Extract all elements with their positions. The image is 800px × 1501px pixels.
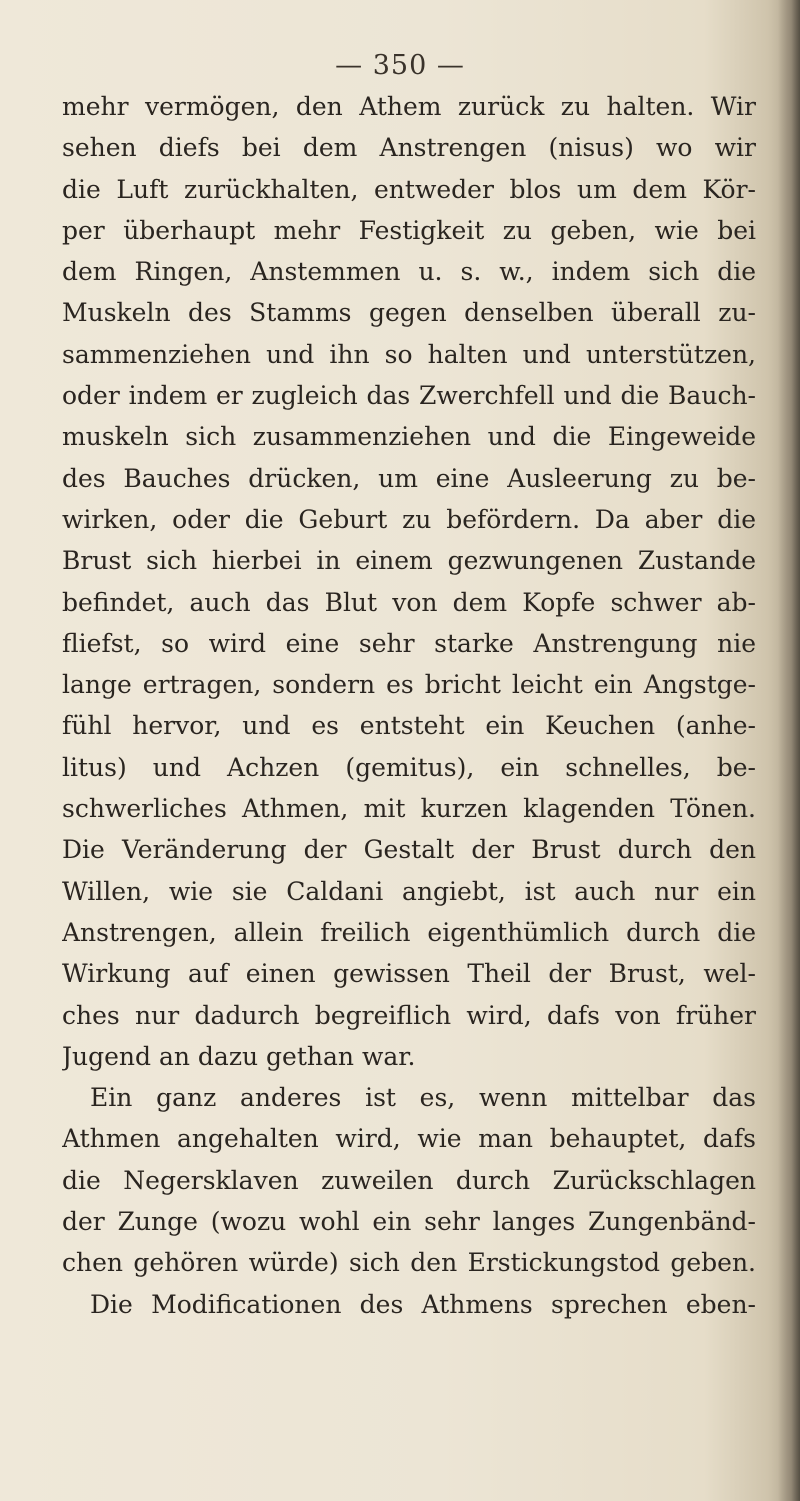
text-line-21: Anstrengen, allein freilich eigenthümlich durch die — [62, 917, 756, 947]
text-line-12: Brust sich hierbei in einem gezwungenen Zustande — [62, 546, 756, 576]
text-line-2: sehen diefs bei dem Anstrengen (nisus) wo wir — [62, 133, 756, 163]
text-line-7: sammenziehen und ihn so halten und unterstützen, — [62, 339, 756, 369]
text-line-8: oder indem er zugleich das Zwerchfell und die Bauch- — [62, 381, 756, 411]
text-line-1: mehr vermögen, den Athem zurück zu halten. Wir — [62, 92, 756, 121]
text-line-14: fliefst, so wird eine sehr starke Anstrengung nie — [62, 628, 756, 658]
text-line-24: Jugend an dazu gethan war. — [62, 1041, 416, 1071]
body-text — [62, 86, 756, 1325]
text-line-9: muskeln sich zusammenziehen und die Eingeweide — [62, 422, 756, 452]
text-line-27: die Negersklaven zuweilen durch Zurückschlagen — [62, 1165, 756, 1195]
text-line-6: Muskeln des Stamms gegen denselben überall zu- — [62, 298, 756, 328]
text-line-30: Die Modificationen des Athmens sprechen eben- — [90, 1289, 756, 1319]
text-line-19: Die Veränderung der Gestalt der Brust durch den — [62, 835, 756, 865]
text-line-26: Athmen angehalten wird, wie man behauptet, dafs — [62, 1124, 756, 1154]
page-edge-shadow — [778, 0, 800, 1501]
text-line-20: Willen, wie sie Caldani angiebt, ist auch nur ein — [62, 876, 756, 906]
text-line-18: schwerliches Athmen, mit kurzen klagenden Tönen. — [62, 794, 756, 824]
text-line-23: ches nur dadurch begreiflich wird, dafs von früher — [62, 1000, 756, 1030]
text-line-16: fühl hervor, und es entsteht ein Keuchen (anhe- — [62, 711, 756, 741]
text-line-15: lange ertragen, sondern es bricht leicht ein Angstge- — [62, 670, 756, 700]
text-line-4: per überhaupt mehr Festigkeit zu geben, wie bei — [62, 215, 756, 245]
page-number: — 350 — — [335, 50, 465, 81]
text-line-11: wirken, oder die Geburt zu befördern. Da aber die — [62, 504, 756, 534]
text-line-22: Wirkung auf einen gewissen Theil der Brust, wel- — [62, 959, 756, 989]
text-line-5: dem Ringen, Anstemmen u. s. w., indem sich die — [62, 257, 756, 287]
text-line-10: des Bauches drücken, um eine Ausleerung zu be- — [62, 463, 756, 493]
text-line-13: befindet, auch das Blut von dem Kopfe schwer ab- — [62, 587, 756, 617]
text-line-25: Ein ganz anderes ist es, wenn mittelbar das — [90, 1083, 756, 1113]
text-line-17: litus) und Achzen (gemitus), ein schnelles, be- — [62, 752, 756, 782]
text-line-29: chen gehören würde) sich den Erstickungstod geben. — [62, 1248, 756, 1278]
text-line-3: die Luft zurückhalten, entweder blos um dem Kör- — [62, 174, 756, 204]
text-line-28: der Zunge (wozu wohl ein sehr langes Zungenbänd- — [62, 1207, 756, 1237]
